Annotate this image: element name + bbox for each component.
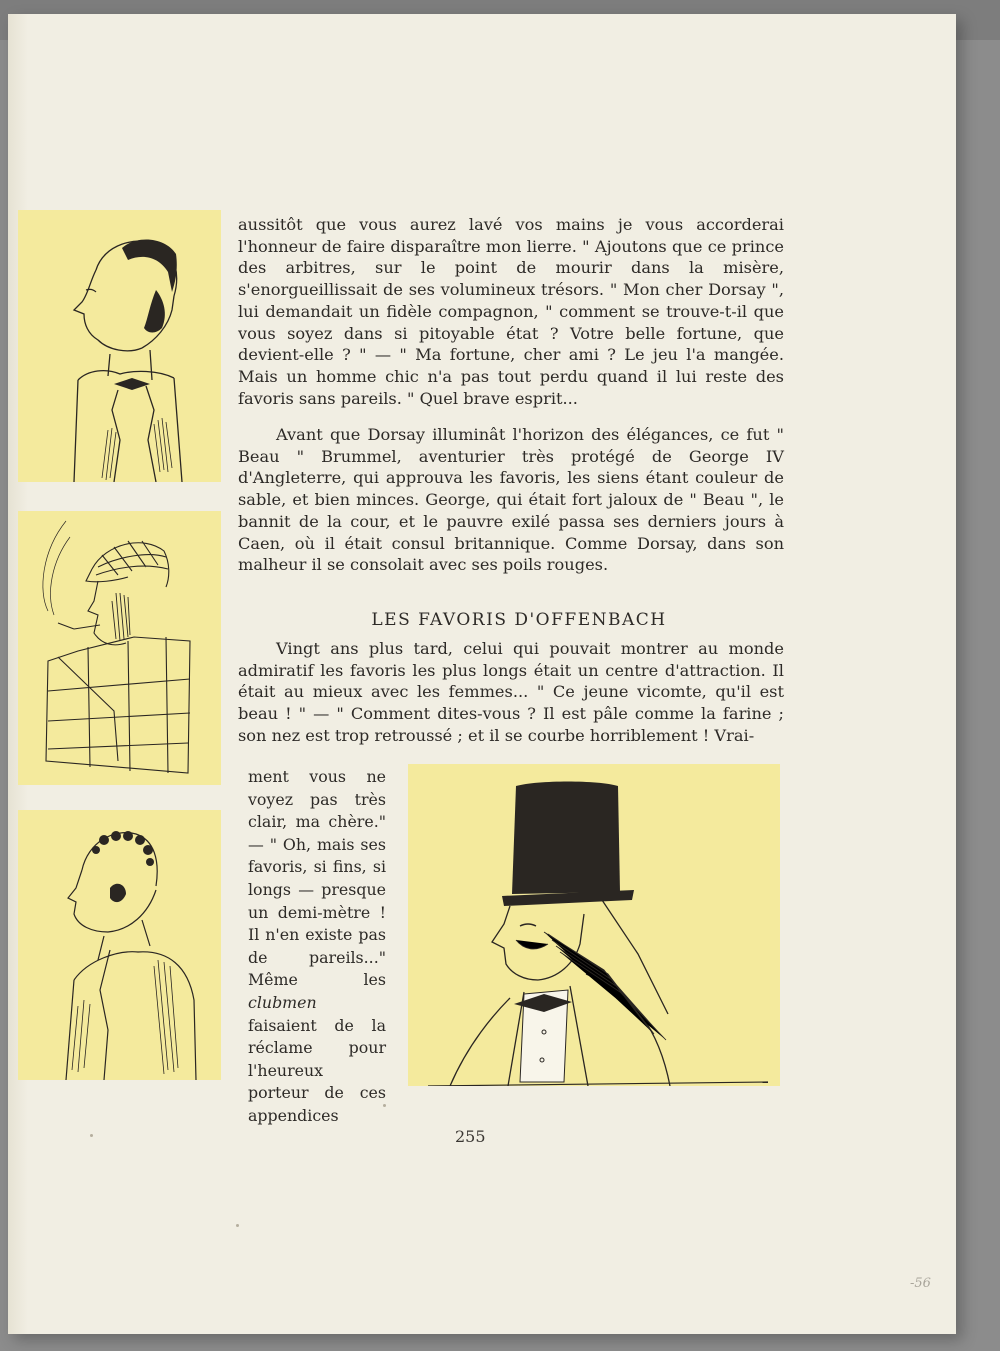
sideburns-man-drawing — [18, 210, 221, 482]
narrow-text-before: ment vous ne voyez pas très clair, ma chère." — " Oh, mais ses favoris, si fins, si longs — presque un demi-mètre ! Il n'en existe pas de pareils..." Même les — [248, 767, 386, 990]
illustration-sideburns-man — [18, 210, 221, 482]
section-heading: LES FAVORIS D'OFFENBACH — [371, 610, 667, 630]
paper-speck — [236, 1224, 239, 1227]
narrow-text-after: faisaient de la réclame pour l'heureux porteur de ces appendices — [248, 1015, 386, 1125]
paper-speck — [90, 1134, 93, 1137]
pencil-note: -56 — [910, 1276, 931, 1291]
paragraph-one-text: aussitôt que vous aurez lavé vos mains je vous accorderai l'honneur de faire disparaître mon lierre. " Ajoutons que ce prince des arbitres, sur le point de mourir dans la misère, s'enorgueillissait de ses volumineux trésors. " Mon cher Dorsay ", lui demandait un fidèle compagnon, " comment se trouve-t-il que vous soyez dans si pitoyable état ? Votre belle fortune, que devient-elle ? " — " Ma fortune, cher ami ? Le jeu l'a mangée. Mais un homme chic n'a pas tout perdu quand il lui reste des favoris sans pareils. " Quel brave esprit... — [238, 215, 784, 408]
narrow-text-italic: clubmen — [248, 992, 317, 1012]
paper-speck — [383, 1104, 386, 1107]
illustration-curly-man — [18, 810, 221, 1080]
paragraph-offenbach — [238, 638, 784, 747]
paragraph-three-text: Vingt ans plus tard, celui qui pouvait montrer au monde admiratif les favoris les plus longs était un centre d'attraction. Il était au mieux avec les femmes... " Ce jeune vicomte, qu'il est beau ! " — " Comment dites-vous ? Il est pâle comme la farine ; son nez est trop retroussé ; et il se courbe horriblement ! Vrai- — [238, 639, 784, 745]
curly-man-drawing — [18, 810, 221, 1080]
page-number: 255 — [455, 1127, 486, 1146]
paragraph-dorsay — [238, 214, 784, 409]
illustration-top-hat-man — [408, 764, 780, 1086]
narrow-column-text — [248, 766, 386, 1128]
paragraph-brummel — [238, 424, 784, 576]
cap-man-drawing — [18, 511, 221, 785]
paragraph-two-text: Avant que Dorsay illuminât l'horizon des élégances, ce fut " Beau " Brummel, aventurier très protégé de George IV d'Angleterre, qui approuva les favoris, les siens étant couleur de sable, et bien minces. George, qui était fort jaloux de " Beau ", le bannit de la cour, et le pauvre exilé passa ses derniers jours à Caen, où il était consul britannique. Comme Dorsay, dans son malheur il se consolait avec ses poils rouges. — [238, 425, 784, 575]
illustration-cap-man — [18, 511, 221, 785]
top-hat-man-drawing — [408, 764, 780, 1086]
book-page — [8, 14, 956, 1334]
